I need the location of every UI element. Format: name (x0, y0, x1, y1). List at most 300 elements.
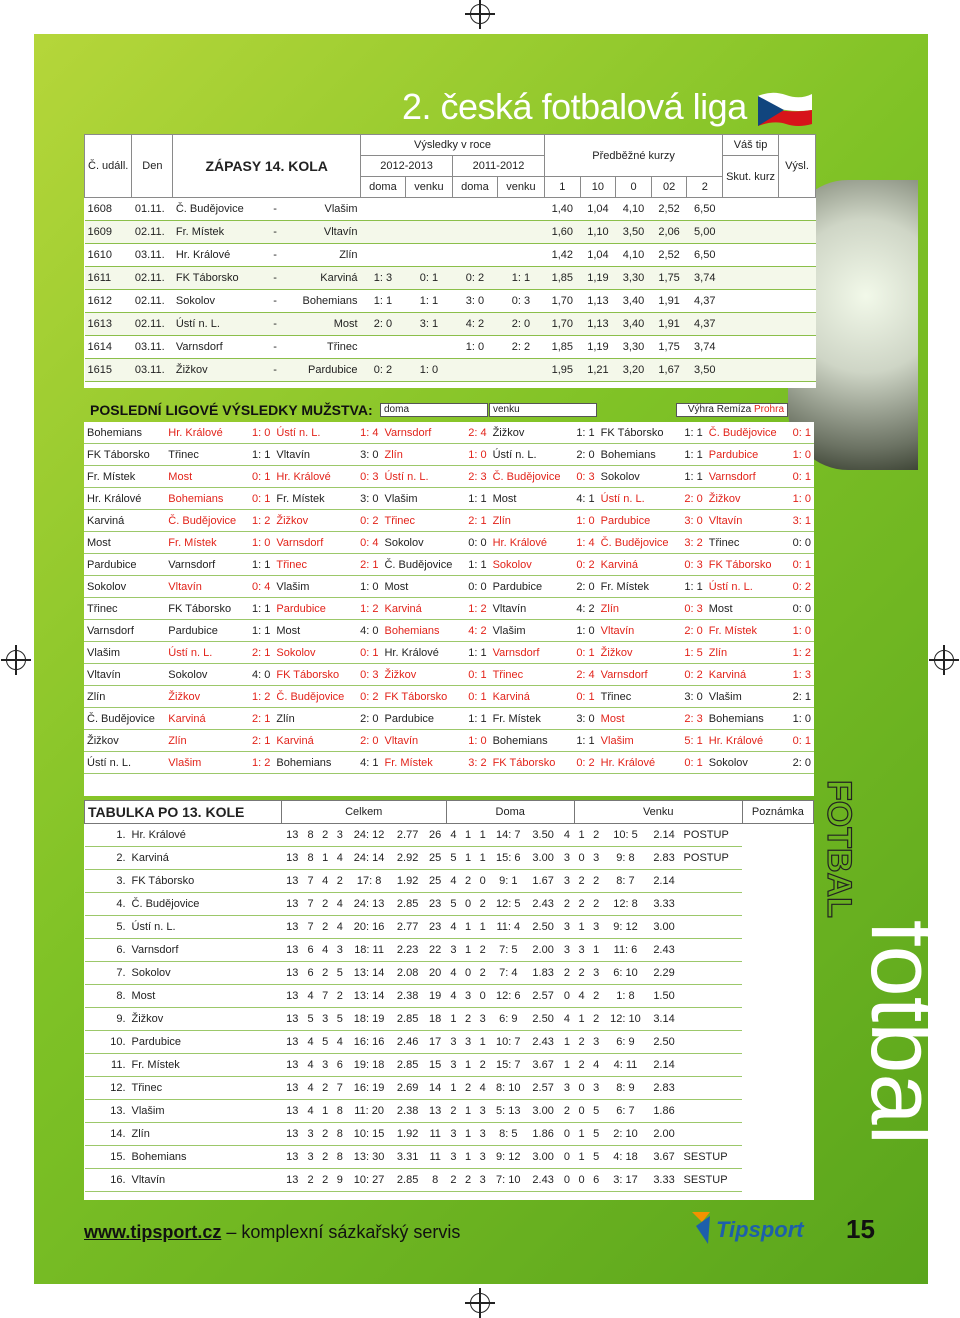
stat: 18 (424, 1008, 446, 1031)
odds-0: 3,30 (616, 267, 652, 290)
recent-row (84, 686, 814, 708)
stat: 3 (560, 1077, 575, 1100)
rank: 12. (85, 1077, 129, 1100)
stat: 0 (574, 847, 589, 870)
stat: 13 (281, 847, 303, 870)
stat: 2.38 (391, 1100, 424, 1123)
score: 2: 3 (679, 708, 706, 730)
stat: 7: 5 (490, 939, 527, 962)
stat: 2 (318, 824, 333, 847)
col-matches-header: ZÁPASY 14. KOLA (173, 135, 361, 198)
score: 0: 1 (787, 466, 814, 488)
result-cell[interactable] (779, 221, 816, 244)
score: 0: 3 (355, 466, 382, 488)
recent-row (84, 708, 814, 730)
odds-0: 3,40 (616, 313, 652, 336)
stat: 3 (589, 847, 604, 870)
stat: 25 (424, 870, 446, 893)
result-2011-away (497, 359, 544, 382)
recent-row (84, 620, 814, 642)
footer-url[interactable]: www.tipsport.cz (84, 1222, 222, 1242)
stat: 2 (461, 870, 476, 893)
tip-cell[interactable] (723, 290, 779, 313)
score: 1: 2 (355, 598, 382, 620)
score: 0: 1 (463, 686, 490, 708)
stat: 2.14 (648, 1054, 681, 1077)
recent-row (84, 576, 814, 598)
stat: 4 (318, 939, 333, 962)
stat: 10: 7 (490, 1031, 527, 1054)
stat: 11: 20 (347, 1100, 391, 1123)
result-2012-away: 1: 0 (405, 359, 452, 382)
result-2011-home: 3: 0 (453, 290, 498, 313)
opponent: Vltavín (490, 598, 571, 620)
stat: 7 (332, 1077, 347, 1100)
opponent: Bohemians (381, 620, 462, 642)
opponent: Hr. Králové (706, 730, 787, 752)
home-team: Č. Budějovice (173, 198, 269, 221)
score: 0: 2 (571, 752, 598, 774)
recent-row (84, 642, 814, 664)
skut-kurz-header: Skut. kurz (723, 156, 779, 198)
recent-team: Bohemians (84, 422, 165, 444)
rank: 15. (85, 1146, 129, 1169)
result-cell[interactable] (779, 313, 816, 336)
score: 0: 1 (571, 642, 598, 664)
away-team: Zlín (281, 244, 360, 267)
stat: 8 (332, 1146, 347, 1169)
team-name: Pardubice (129, 1031, 282, 1054)
score: 1: 1 (463, 554, 490, 576)
stat: 2 (332, 985, 347, 1008)
stat: 2 (475, 1054, 490, 1077)
score: 0: 1 (679, 752, 706, 774)
tip-cell[interactable] (723, 221, 779, 244)
score: 0: 0 (463, 576, 490, 598)
team-name: Žižkov (129, 1008, 282, 1031)
stat: 24: 14 (347, 847, 391, 870)
away-team: Most (281, 313, 360, 336)
recent-team: Pardubice (84, 554, 165, 576)
recent-row (84, 554, 814, 576)
stat: 3.00 (527, 847, 560, 870)
stat: 1 (461, 824, 476, 847)
opponent: Karviná (706, 664, 787, 686)
vs-dash: - (269, 221, 282, 244)
opponent: Hr. Králové (381, 642, 462, 664)
event-id: 1614 (85, 336, 132, 359)
opponent: Vltavín (165, 576, 246, 598)
odds-10: 1,10 (580, 221, 616, 244)
legend-loss: Prohra (753, 404, 784, 415)
score: 0: 2 (787, 576, 814, 598)
stat: 2.50 (527, 916, 560, 939)
odds-0: 3,40 (616, 290, 652, 313)
odds-row (85, 290, 816, 313)
score: 0: 0 (787, 598, 814, 620)
result-2012-home (361, 198, 406, 221)
event-id: 1615 (85, 359, 132, 382)
stat: 2.85 (391, 1008, 424, 1031)
stat: 2.57 (527, 985, 560, 1008)
opponent: Vlašim (273, 576, 354, 598)
opponent: Pardubice (381, 708, 462, 730)
stat: 1 (446, 1077, 461, 1100)
stat: 7 (303, 893, 318, 916)
opponent: Varnsdorf (490, 642, 571, 664)
opponent: Třinec (490, 664, 571, 686)
stat: 2.85 (391, 1169, 424, 1192)
vs-dash: - (269, 290, 282, 313)
score: 0: 0 (787, 532, 814, 554)
score: 0: 1 (787, 730, 814, 752)
score: 0: 2 (679, 664, 706, 686)
away-header: venku (405, 177, 452, 198)
stat: 2 (589, 870, 604, 893)
team-name: Třinec (129, 1077, 282, 1100)
stat: 22 (424, 939, 446, 962)
score: 1: 0 (247, 532, 274, 554)
odds-1: 1,85 (545, 336, 581, 359)
stat: 11: 6 (603, 939, 647, 962)
stat: 17 (424, 1031, 446, 1054)
recent-team: Ústí n. L. (84, 752, 165, 774)
score: 0: 1 (247, 466, 274, 488)
stat: 2.85 (391, 1054, 424, 1077)
tip-cell[interactable] (723, 198, 779, 221)
stat: 17: 8 (347, 870, 391, 893)
team-name: Sokolov (129, 962, 282, 985)
standings-row (85, 939, 814, 962)
tip-cell[interactable] (723, 313, 779, 336)
stat: 12: 10 (603, 1008, 647, 1031)
home-header: doma (453, 177, 498, 198)
vs-dash: - (269, 267, 282, 290)
stat: 13 (281, 1031, 303, 1054)
odds-table (84, 134, 816, 382)
recent-row (84, 466, 814, 488)
standings-row (85, 1031, 814, 1054)
score: 1: 1 (247, 598, 274, 620)
odds-2: 6,50 (687, 198, 723, 221)
stat: 2.23 (391, 939, 424, 962)
score: 1: 1 (679, 422, 706, 444)
stat: 1.50 (648, 985, 681, 1008)
odds-row (85, 198, 816, 221)
standings-row (85, 916, 814, 939)
opponent: Bohemians (598, 444, 679, 466)
stat: 23 (424, 893, 446, 916)
opponent: Karviná (490, 686, 571, 708)
score: 0: 1 (571, 686, 598, 708)
note (681, 1054, 743, 1077)
recent-results-panel (84, 422, 814, 796)
rank: 2. (85, 847, 129, 870)
tip-cell[interactable] (723, 336, 779, 359)
stat: 5 (332, 1008, 347, 1031)
odds-row (85, 244, 816, 267)
stat: 1 (560, 1054, 575, 1077)
stat: 26 (424, 824, 446, 847)
stat: 2: 10 (603, 1123, 647, 1146)
note (681, 1100, 743, 1123)
stat: 1.67 (527, 870, 560, 893)
odds-2: 3,50 (687, 359, 723, 382)
opponent: Sokolov (381, 532, 462, 554)
tip-cell[interactable] (723, 244, 779, 267)
stat: 5 (589, 1123, 604, 1146)
stat: 6: 9 (603, 1031, 647, 1054)
tip-cell[interactable] (723, 359, 779, 382)
rank: 13. (85, 1100, 129, 1123)
stat: 3 (560, 847, 575, 870)
opponent: Třinec (598, 686, 679, 708)
note: POSTUP (681, 824, 743, 847)
stat: 2.38 (391, 985, 424, 1008)
event-id: 1611 (85, 267, 132, 290)
odds-row (85, 313, 816, 336)
score: 1: 2 (247, 686, 274, 708)
stat: 2.43 (527, 1031, 560, 1054)
odds-2: 4,37 (687, 313, 723, 336)
opponent: Karviná (165, 708, 246, 730)
stat: 0 (560, 1169, 575, 1192)
stat: 4 (332, 916, 347, 939)
odds-02: 2,52 (651, 244, 687, 267)
stat: 4 (446, 870, 461, 893)
stat: 1 (475, 1031, 490, 1054)
opponent: Třinec (706, 532, 787, 554)
score: 4: 0 (355, 620, 382, 642)
score: 1: 0 (787, 488, 814, 510)
result-2011-home (453, 244, 498, 267)
result-2012-away (405, 336, 452, 359)
match-day: 03.11. (132, 336, 173, 359)
score: 3: 0 (355, 488, 382, 510)
result-2012-away: 0: 1 (405, 267, 452, 290)
stat: 13 (281, 1123, 303, 1146)
score: 2: 1 (787, 686, 814, 708)
result-2012-away (405, 198, 452, 221)
opponent: Fr. Místek (273, 488, 354, 510)
result-2011-away: 0: 3 (497, 290, 544, 313)
score: 1: 0 (355, 576, 382, 598)
opponent: Pardubice (165, 620, 246, 642)
recent-team: Hr. Králové (84, 488, 165, 510)
recent-team: Zlín (84, 686, 165, 708)
result-cell[interactable] (779, 336, 816, 359)
score: 0: 1 (463, 664, 490, 686)
stat: 3.00 (527, 1146, 560, 1169)
stat: 15: 6 (490, 847, 527, 870)
standings-row (85, 870, 814, 893)
recent-team: Vltavín (84, 664, 165, 686)
score: 2: 1 (355, 554, 382, 576)
stat: 10: 5 (603, 824, 647, 847)
result-cell[interactable] (779, 198, 816, 221)
score: 2: 0 (679, 488, 706, 510)
stat: 13 (281, 870, 303, 893)
stat: 3 (446, 1146, 461, 1169)
vs-dash: - (269, 359, 282, 382)
score: 2: 0 (787, 752, 814, 774)
result-cell[interactable] (779, 290, 816, 313)
stat: 2.43 (527, 893, 560, 916)
opponent: FK Táborsko (165, 598, 246, 620)
score: 0: 3 (571, 466, 598, 488)
team-name: FK Táborsko (129, 870, 282, 893)
recent-team: Žižkov (84, 730, 165, 752)
score: 2: 1 (247, 730, 274, 752)
odds-0: 4,10 (616, 244, 652, 267)
standings-title: TABULKA PO 13. KOLE (85, 801, 282, 824)
stat: 1 (461, 1146, 476, 1169)
away-team: Karviná (281, 267, 360, 290)
opponent: Pardubice (598, 510, 679, 532)
opponent: FK Táborsko (706, 554, 787, 576)
stat: 2.14 (648, 824, 681, 847)
opponent: Most (598, 708, 679, 730)
rank: 7. (85, 962, 129, 985)
opponent: Třinec (273, 554, 354, 576)
rank: 1. (85, 824, 129, 847)
fotbal-upper-text: FOTBAL (820, 780, 858, 918)
note (681, 939, 743, 962)
recent-row (84, 510, 814, 532)
stat: 13 (281, 1054, 303, 1077)
stat: 2.85 (391, 893, 424, 916)
opponent: Č. Budějovice (706, 422, 787, 444)
score: 0: 3 (679, 598, 706, 620)
score: 4: 1 (571, 488, 598, 510)
stat: 13 (281, 916, 303, 939)
stat: 2 (560, 962, 575, 985)
stat: 11 (424, 1123, 446, 1146)
stat: 2.00 (648, 1123, 681, 1146)
stat: 10: 27 (347, 1169, 391, 1192)
tip-cell[interactable] (723, 267, 779, 290)
registration-mark-icon (6, 650, 26, 670)
stat: 2 (589, 824, 604, 847)
recent-team: Fr. Místek (84, 466, 165, 488)
odds-col-0: 0 (616, 177, 652, 198)
stat: 1 (318, 847, 333, 870)
score: 1: 1 (247, 554, 274, 576)
team-name: Bohemians (129, 1146, 282, 1169)
stat: 4 (589, 1054, 604, 1077)
standings-row (85, 1146, 814, 1169)
standings-home-header: Doma (446, 801, 574, 824)
result-2012-home: 1: 1 (361, 290, 406, 313)
opponent: Zlín (273, 708, 354, 730)
opponent: Most (273, 620, 354, 642)
stat: 3 (318, 1008, 333, 1031)
stat: 3 (303, 1123, 318, 1146)
odds-1: 1,60 (545, 221, 581, 244)
stat: 3 (475, 1008, 490, 1031)
stat: 7 (318, 985, 333, 1008)
stat: 18: 19 (347, 1008, 391, 1031)
opponent: Fr. Místek (490, 708, 571, 730)
score: 1: 1 (247, 620, 274, 642)
stat: 3.50 (527, 824, 560, 847)
result-cell[interactable] (779, 267, 816, 290)
stat: 5 (589, 1100, 604, 1123)
stat: 0 (461, 962, 476, 985)
score: 1: 0 (787, 708, 814, 730)
stat: 2 (574, 1031, 589, 1054)
stat: 2.69 (391, 1077, 424, 1100)
opponent: Pardubice (706, 444, 787, 466)
stat: 2 (461, 1169, 476, 1192)
score: 3: 2 (679, 532, 706, 554)
rank: 5. (85, 916, 129, 939)
opponent: Č. Budějovice (598, 532, 679, 554)
note (681, 870, 743, 893)
stat: 0 (574, 1169, 589, 1192)
opponent: Č. Budějovice (273, 686, 354, 708)
stat: 2.92 (391, 847, 424, 870)
opponent: Hr. Králové (490, 532, 571, 554)
match-day: 02.11. (132, 290, 173, 313)
rank: 4. (85, 893, 129, 916)
opponent: Varnsdorf (381, 422, 462, 444)
match-day: 01.11. (132, 198, 173, 221)
result-header: Výsl. (779, 135, 816, 198)
opponent: Sokolov (490, 554, 571, 576)
recent-team: Vlašim (84, 642, 165, 664)
note (681, 1008, 743, 1031)
stat: 1 (461, 1123, 476, 1146)
czech-flag-icon (756, 90, 814, 128)
stat: 13 (281, 1100, 303, 1123)
stat: 3 (475, 1146, 490, 1169)
stat: 8 (303, 824, 318, 847)
stat: 2 (589, 985, 604, 1008)
score: 2: 0 (355, 730, 382, 752)
result-cell[interactable] (779, 359, 816, 382)
stat: 3 (475, 1123, 490, 1146)
opponent: Sokolov (598, 466, 679, 488)
stat: 5 (589, 1146, 604, 1169)
fotbal-vertical-branding (810, 780, 954, 1220)
stat: 2.14 (648, 870, 681, 893)
stat: 7: 10 (490, 1169, 527, 1192)
col-day-header: Den (132, 135, 173, 198)
odds-col-2: 2 (687, 177, 723, 198)
stat: 13 (281, 1146, 303, 1169)
team-name: Fr. Místek (129, 1054, 282, 1077)
odds-row (85, 221, 816, 244)
stat: 3.31 (391, 1146, 424, 1169)
stat: 13 (281, 893, 303, 916)
odds-10: 1,19 (580, 267, 616, 290)
score: 1: 1 (463, 488, 490, 510)
note: SESTUP (681, 1146, 743, 1169)
opponent: Bohemians (165, 488, 246, 510)
stat: 13: 14 (347, 985, 391, 1008)
result-cell[interactable] (779, 244, 816, 267)
registration-mark-icon (934, 650, 954, 670)
odds-10: 1,04 (580, 244, 616, 267)
recent-results-title: POSLEDNÍ LIGOVÉ VÝSLEDKY MUŽSTVA: (90, 402, 373, 418)
opponent: Sokolov (706, 752, 787, 774)
stat: 2 (560, 893, 575, 916)
away-team: Pardubice (281, 359, 360, 382)
result-2012-home (361, 336, 406, 359)
team-name: Varnsdorf (129, 939, 282, 962)
stat: 3 (461, 985, 476, 1008)
